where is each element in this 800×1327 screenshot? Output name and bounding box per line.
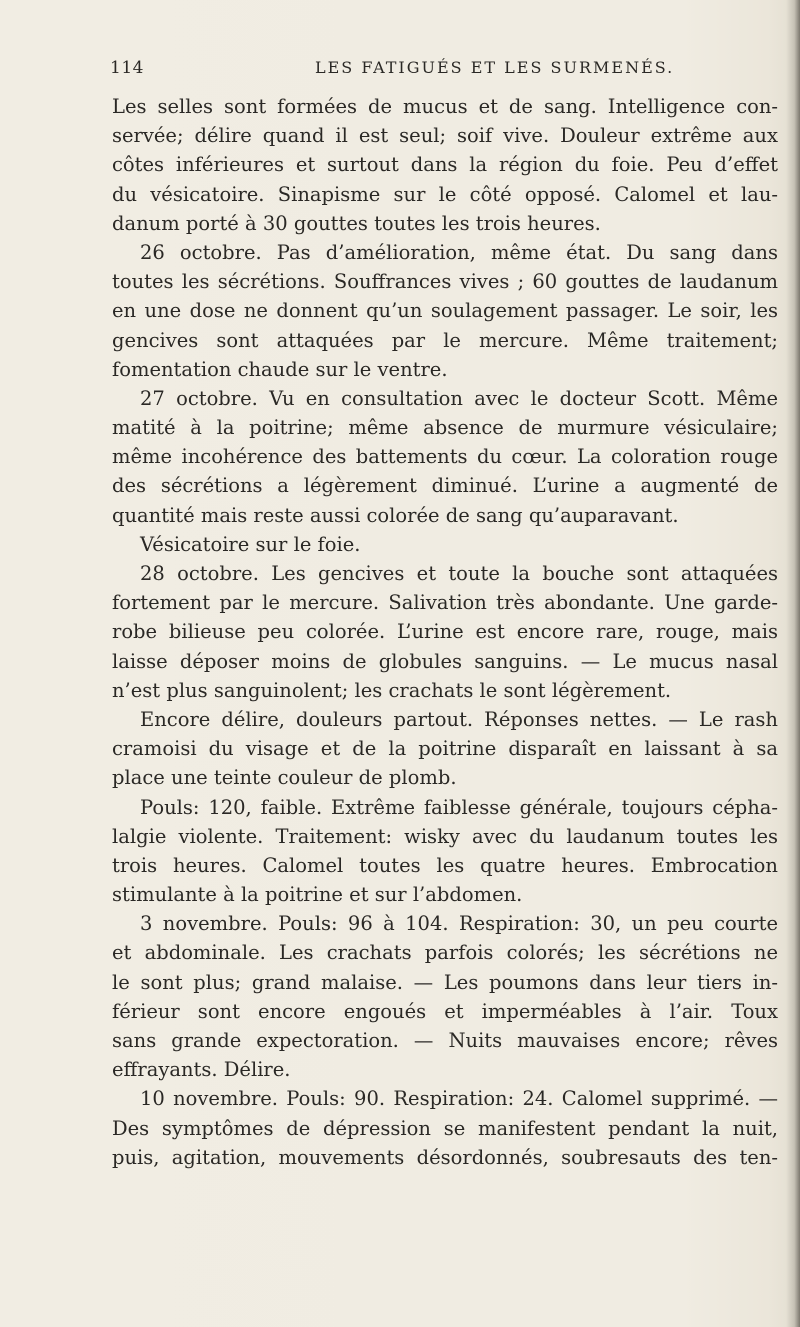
text-line: fomentation chaude sur le ventre. [112,357,448,381]
text-line: 3 novembre. Pouls: 96 à 104. Respiration: 30, un peu courte [140,912,778,936]
text-line: n’est plus sanguinolent; les crachats le sont légèrement. [112,678,672,702]
text-line: fortement par le mercure. Salivation très abondante. Une garde- [112,591,778,615]
text-line: effrayants. Délire. [112,1058,291,1082]
text-line: Les selles sont formées de mucus et de sang. Intelligence con- [112,95,778,118]
text-line: Des symptômes de dépression se manifestent pendant la nuit, [112,1116,778,1140]
text-line: cramoisi du visage et de la poitrine disparaît en laissant à sa [112,737,778,761]
body-text [112,92,778,1172]
text-line: des sécrétions a légèrement diminué. L’urine a augmenté de [112,474,778,498]
text-line: toutes les sécrétions. Souffrances vives ; 60 gouttes de laudanum [112,270,778,294]
text-line: côtes inférieures et surtout dans la région du foie. Peu d’effet [112,153,778,177]
text-line: puis, agitation, mouvements désordonnés, soubresauts des ten- [112,1145,778,1169]
text-line: place une teinte couleur de plomb. [112,766,457,790]
text-line: en une dose ne donnent qu’un soulagement passager. Le soir, les [112,299,778,323]
page-number: 114 [110,58,144,78]
text-line: gencives sont attaquées par le mercure. Même traitement; [112,328,778,352]
text-line: servée; délire quand il est seul; soif vive. Douleur extrême aux [112,124,778,148]
text-line: sans grande expectoration. — Nuits mauvaises encore; rêves [112,1029,778,1052]
text-line: du vésicatoire. Sinapisme sur le côté opposé. Calomel et lau- [112,182,778,206]
text-line: Encore délire, douleurs partout. Réponses nettes. — Le rash [140,707,778,731]
text-line: laisse déposer moins de globules sanguins. — Le mucus nasal [112,649,778,673]
text-line: danum porté à 30 gouttes toutes les trois heures. [112,211,601,235]
text-line: 26 octobre. Pas d’amélioration, même état. Du sang dans [140,240,778,264]
text-line: 27 octobre. Vu en consultation avec le docteur Scott. Même [140,386,778,410]
text-line: 28 octobre. Les gencives et toute la bouche sont attaquées [140,562,778,585]
running-title: LES FATIGUÉS ET LES SURMENÉS. [315,58,675,77]
text-line: Pouls: 120, faible. Extrême faiblesse générale, toujours cépha- [140,795,778,819]
text-line: quantité mais reste aussi colorée de sang qu’auparavant. [112,503,679,527]
text-line: 10 novembre. Pouls: 90. Respiration: 24. Calomel supprimé. — [140,1087,778,1111]
text-line: robe bilieuse peu colorée. L’urine est encore rare, rouge, mais [112,620,778,644]
text-line: matité à la poitrine; même absence de murmure vésiculaire; [112,416,778,440]
page-edge-shadow [786,0,800,1327]
text-line: Vésicatoire sur le foie. [140,532,361,556]
text-line: stimulante à la poitrine et sur l’abdomen. [112,883,523,907]
text-line: férieur sont encore engoués et imperméables à l’air. Toux [112,999,778,1023]
text-line: trois heures. Calomel toutes les quatre heures. Embrocation [112,853,778,877]
text-line: et abdominale. Les crachats parfois colorés; les sécrétions ne [112,941,778,965]
text-line: le sont plus; grand malaise. — Les poumons dans leur tiers in- [112,970,778,994]
text-line: même incohérence des battements du cœur. La coloration rouge [112,445,778,469]
page-header [110,58,770,88]
text-line: lalgie violente. Traitement: wisky avec du laudanum toutes les [112,824,778,848]
